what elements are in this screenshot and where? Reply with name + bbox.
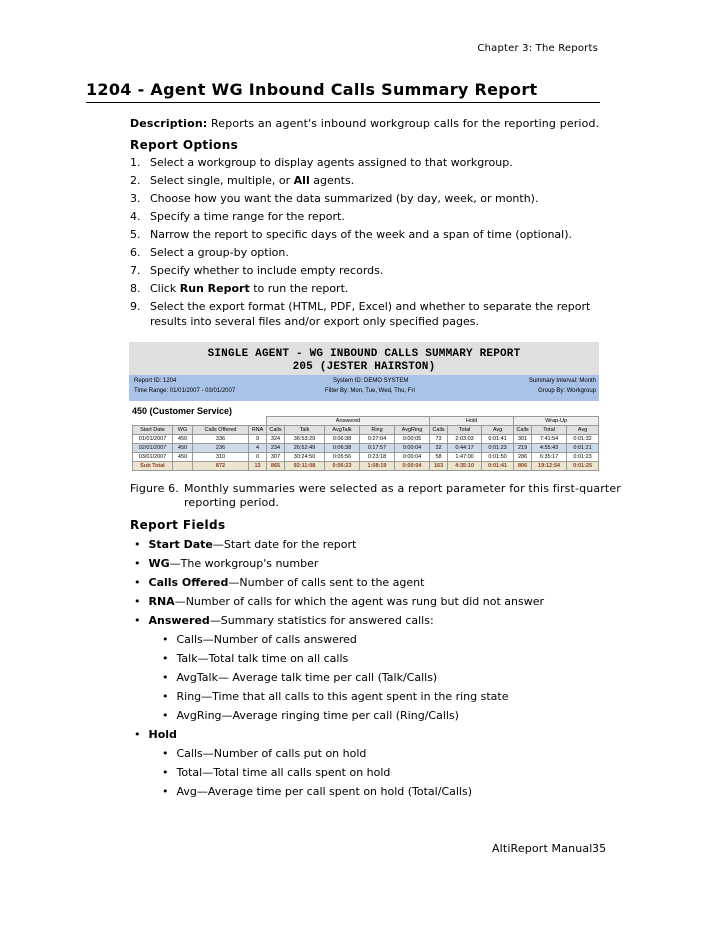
- step-text-part: Select the export format (HTML, PDF, Excel) and whether to separate the report: [150, 300, 591, 313]
- step-text: [150, 210, 345, 223]
- chapter-header: Chapter 3: The Reports: [477, 43, 598, 54]
- field-description: Calls—Number of calls put on hold: [176, 747, 367, 760]
- bullet-icon: •: [162, 671, 169, 684]
- step-text: [150, 246, 289, 259]
- report-figure: [129, 342, 599, 476]
- description-text: Reports an agent's inbound workgroup calls for the reporting period.: [207, 117, 600, 130]
- figure-caption-line1: Monthly summaries were selected as a report parameter for this first-quarter: [184, 482, 621, 495]
- table-cell: Total: [448, 426, 482, 435]
- bullet-icon: •: [162, 652, 169, 665]
- table-cell: 92:11:08: [285, 462, 325, 471]
- table-cell: 324: [267, 435, 285, 444]
- table-cell: 9: [249, 435, 267, 444]
- field-description: Talk—Total talk time on all calls: [176, 652, 349, 665]
- table-cell: 0:06:38: [325, 444, 360, 453]
- table-cell: 36:53:29: [285, 435, 325, 444]
- table-cell: 286: [514, 453, 532, 462]
- field-description: Total—Total time all calls spent on hold: [176, 766, 391, 779]
- step-text-part: to run the report.: [249, 282, 349, 295]
- page-number: 35: [592, 842, 607, 855]
- field-description: —Start date for the report: [212, 538, 357, 551]
- field-description: —Number of calls for which the agent was rung but did not answer: [174, 595, 545, 608]
- workgroup-title: 450 (Customer Service): [132, 406, 233, 416]
- field-item: [134, 557, 318, 570]
- step-number: 3.: [130, 192, 141, 205]
- field-item: [162, 690, 509, 703]
- table-cell: 0:06:38: [325, 435, 360, 444]
- table-cell: AvgRing: [395, 426, 430, 435]
- bullet-icon: •: [162, 766, 169, 779]
- table-cell: 0:23:18: [360, 453, 395, 462]
- table-cell: 0:00:04: [395, 453, 430, 462]
- table-row: [133, 453, 599, 462]
- table-cell: 4:55:43: [532, 444, 567, 453]
- table-cell: 7:41:54: [532, 435, 567, 444]
- step-number: 9.: [130, 300, 141, 313]
- step-text-bold: All: [293, 174, 310, 187]
- step-number: 2.: [130, 174, 141, 187]
- report-title: SINGLE AGENT - WG INBOUND CALLS SUMMARY REPORT: [207, 348, 521, 360]
- table-cell: 310: [193, 453, 249, 462]
- step-9-continuation: results into several files and/or export only specified pages.: [150, 315, 479, 328]
- table-cell: 19:12:54: [532, 462, 567, 471]
- table-cell: Calls: [267, 426, 285, 435]
- step-text-part: Select a group-by option.: [150, 246, 289, 259]
- table-cell: 0:01:25: [567, 462, 599, 471]
- report-options-heading: Report Options: [130, 138, 239, 152]
- table-cell: 450: [173, 453, 193, 462]
- table-cell: Ring: [360, 426, 395, 435]
- description: [130, 117, 599, 130]
- table-cell: Calls: [514, 426, 532, 435]
- bullet-icon: •: [134, 728, 141, 741]
- table-cell: 0:17:57: [360, 444, 395, 453]
- table-cell: 6:35:17: [532, 453, 567, 462]
- table-cell: 806: [514, 462, 532, 471]
- field-description: AvgRing—Average ringing time per call (Ring/Calls): [176, 709, 459, 722]
- table-cell: 73: [430, 435, 448, 444]
- table-cell: 0:06:23: [325, 462, 360, 471]
- table-row: [133, 444, 599, 453]
- table-header-row: [133, 426, 599, 435]
- field-item: [134, 576, 424, 589]
- table-cell: 0:00:04: [395, 462, 430, 471]
- field-description: —Number of calls sent to the agent: [228, 576, 425, 589]
- field-item: [134, 728, 177, 741]
- step-number: 4.: [130, 210, 141, 223]
- report-fields-heading: Report Fields: [130, 518, 226, 532]
- table-cell: 0:01:41: [482, 435, 514, 444]
- table-cell: Calls Offered: [193, 426, 249, 435]
- table-cell: 4:35:10: [448, 462, 482, 471]
- step-text-part: Specify whether to include empty records.: [150, 264, 384, 277]
- table-cell: 30:24:50: [285, 453, 325, 462]
- table-cell: 0:01:50: [482, 453, 514, 462]
- footer-manual: AltiReport Manual: [492, 842, 593, 855]
- step-text: [150, 228, 572, 241]
- figure-number: Figure 6.: [130, 482, 179, 495]
- field-name: Start Date: [148, 538, 213, 551]
- step-text-part: agents.: [309, 174, 355, 187]
- field-description: —Summary statistics for answered calls:: [209, 614, 434, 627]
- field-item: [162, 671, 437, 684]
- table-cell: 307: [267, 453, 285, 462]
- table-cell: 4: [249, 444, 267, 453]
- step-number: 6.: [130, 246, 141, 259]
- field-item: [162, 747, 366, 760]
- field-name: RNA: [148, 595, 175, 608]
- field-item: [162, 766, 390, 779]
- field-item: [162, 652, 348, 665]
- field-item: [134, 614, 434, 627]
- report-interval: Summary Interval: Month: [528, 378, 596, 384]
- step-text-part: Click: [150, 282, 180, 295]
- step-number: 1.: [130, 156, 141, 169]
- table-cell: 872: [193, 462, 249, 471]
- step-text: [150, 156, 513, 169]
- bullet-icon: •: [162, 709, 169, 722]
- table-cell: 0:01:21: [567, 444, 599, 453]
- field-name: Calls Offered: [148, 576, 229, 589]
- table-cell: 163: [430, 462, 448, 471]
- table-cell: 0:01:23: [482, 444, 514, 453]
- table-cell: 301: [514, 435, 532, 444]
- table-cell: Avg: [482, 426, 514, 435]
- field-name: Hold: [148, 728, 177, 741]
- table-cell: 58: [430, 453, 448, 462]
- table-cell: 0:01:41: [482, 462, 514, 471]
- table-cell: 0:05:56: [325, 453, 360, 462]
- report-agent: 205 (JESTER HAIRSTON): [292, 361, 436, 373]
- step-text-part: Select a workgroup to display agents assigned to that workgroup.: [150, 156, 513, 169]
- field-description: Calls—Number of calls answered: [176, 633, 357, 646]
- step-text-part: Select single, multiple, or: [150, 174, 294, 187]
- report-filter: Filter By: Mon, Tue, Wed, Thu, Fri: [325, 388, 415, 394]
- table-cell: Avg: [567, 426, 599, 435]
- page-title: 1204 - Agent WG Inbound Calls Summary Report: [86, 80, 538, 99]
- field-item: [162, 709, 459, 722]
- table-cell: 1:47:00: [448, 453, 482, 462]
- table-cell: 01/01/2007: [133, 435, 173, 444]
- table-cell: Calls: [430, 426, 448, 435]
- table-cell: 1:08:19: [360, 462, 395, 471]
- table-cell: 13: [249, 462, 267, 471]
- hold-group-header: Hold: [430, 417, 514, 426]
- table-cell: 219: [514, 444, 532, 453]
- field-item: [162, 785, 472, 798]
- step-text: [150, 264, 383, 277]
- step-number: 7.: [130, 264, 141, 277]
- table-cell: 0:00:05: [395, 435, 430, 444]
- table-cell: RNA: [249, 426, 267, 435]
- bullet-icon: •: [134, 576, 141, 589]
- step-text: [150, 282, 348, 295]
- table-cell: 0:27:04: [360, 435, 395, 444]
- table-cell: 450: [173, 435, 193, 444]
- report-table: [132, 416, 599, 471]
- table-cell: 0: [249, 453, 267, 462]
- step-number: 8.: [130, 282, 141, 295]
- table-cell: Sub Total: [133, 462, 173, 471]
- bullet-icon: •: [162, 690, 169, 703]
- field-item: [134, 538, 356, 551]
- step-text-part: Choose how you want the data summarized (by day, week, or month).: [150, 192, 539, 205]
- field-description: AvgTalk— Average talk time per call (Talk/Calls): [176, 671, 438, 684]
- step-text: [150, 300, 590, 313]
- bullet-icon: •: [162, 633, 169, 646]
- bullet-icon: •: [134, 614, 141, 627]
- table-group-header-row: [133, 417, 599, 426]
- table-cell: [173, 462, 193, 471]
- table-cell: 450: [173, 444, 193, 453]
- step-text: [150, 174, 354, 187]
- step-text: [150, 192, 538, 205]
- bullet-icon: •: [162, 747, 169, 760]
- table-cell: Start Date: [133, 426, 173, 435]
- field-description: Ring—Time that all calls to this agent spent in the ring state: [176, 690, 509, 703]
- table-cell: 0:44:17: [448, 444, 482, 453]
- step-number: 5.: [130, 228, 141, 241]
- field-description: —The workgroup's number: [169, 557, 319, 570]
- table-cell: 0:00:04: [395, 444, 430, 453]
- bullet-icon: •: [134, 595, 141, 608]
- step-text-bold: Run Report: [179, 282, 250, 295]
- field-item: [134, 595, 544, 608]
- table-cell: 0:01:23: [567, 453, 599, 462]
- bullet-icon: •: [134, 538, 141, 551]
- table-cell: 32: [430, 444, 448, 453]
- step-text-part: Specify a time range for the report.: [150, 210, 345, 223]
- report-group-by: Group By: Workgroup: [538, 388, 596, 394]
- table-cell: Talk: [285, 426, 325, 435]
- table-cell: 2:03:03: [448, 435, 482, 444]
- field-name: Answered: [148, 614, 210, 627]
- table-subtotal-row: [133, 462, 599, 471]
- figure-caption-line2: reporting period.: [184, 496, 280, 509]
- description-label: Description:: [130, 117, 208, 130]
- report-id: Report ID: 1204: [134, 378, 177, 384]
- step-text-part: Narrow the report to specific days of the week and a span of time (optional).: [150, 228, 573, 241]
- table-cell: 02/01/2007: [133, 444, 173, 453]
- table-cell: 865: [267, 462, 285, 471]
- bullet-icon: •: [134, 557, 141, 570]
- wrapup-group-header: Wrap-Up: [514, 417, 599, 426]
- title-rule: [86, 102, 600, 103]
- report-system-id: System ID: DEMO SYSTEM: [333, 378, 409, 384]
- table-cell: 0:01:32: [567, 435, 599, 444]
- field-name: WG: [148, 557, 170, 570]
- table-cell: 336: [193, 435, 249, 444]
- table-row: [133, 435, 599, 444]
- table-cell: AvgTalk: [325, 426, 360, 435]
- table-cell: Total: [532, 426, 567, 435]
- table-cell: 234: [267, 444, 285, 453]
- field-description: Avg—Average time per call spent on hold (Total/Calls): [176, 785, 472, 798]
- report-time-range: Time Range: 01/01/2007 - 03/01/2007: [134, 388, 236, 394]
- bullet-icon: •: [162, 785, 169, 798]
- table-cell: WG: [173, 426, 193, 435]
- table-cell: 03/01/2007: [133, 453, 173, 462]
- table-cell: 26:52:49: [285, 444, 325, 453]
- answered-group-header: Answered: [267, 417, 430, 426]
- table-cell: 236: [193, 444, 249, 453]
- field-item: [162, 633, 357, 646]
